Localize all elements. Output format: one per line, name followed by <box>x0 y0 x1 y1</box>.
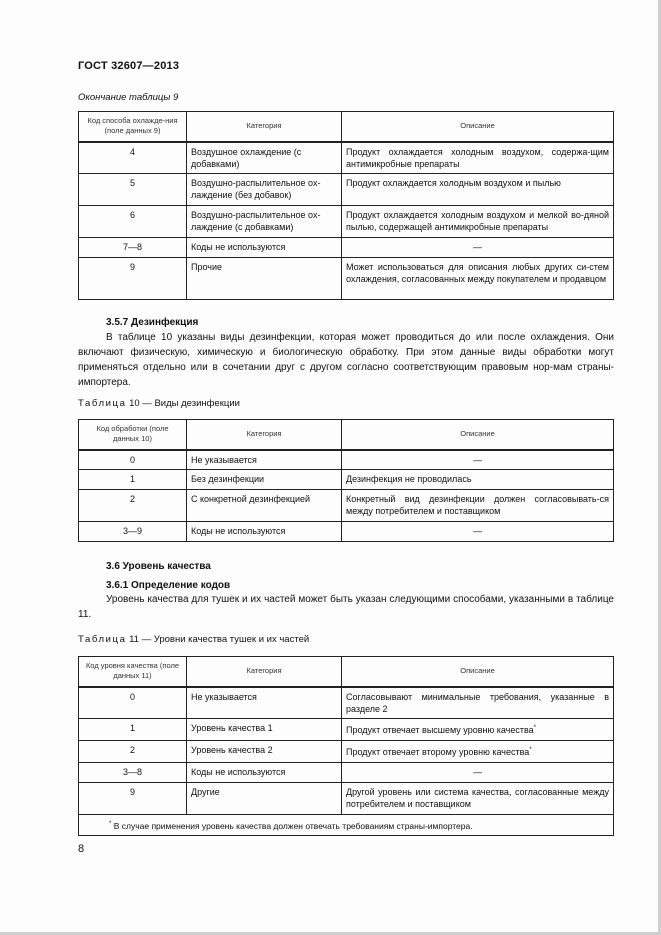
table-cell-category: Воздушное охлаждение (с добавками) <box>187 142 342 174</box>
table-row <box>79 522 614 542</box>
table-row <box>79 174 614 206</box>
table-cell-category: С конкретной дезинфекцией <box>187 490 342 522</box>
table-cell-code: 7—8 <box>79 238 187 258</box>
table-cell-description <box>342 719 614 741</box>
table-cell-description: — <box>342 238 614 258</box>
page-number: 8 <box>78 843 85 855</box>
table-cell-category: Без дезинфекции <box>187 470 342 490</box>
table-cell-code: 4 <box>79 142 187 174</box>
table11 <box>78 656 614 836</box>
table-cell-code: 2 <box>79 490 187 522</box>
table-cell-description-text: Продукт отвечает второму уровню качества <box>346 747 530 757</box>
table-row <box>79 490 614 522</box>
table-row <box>79 238 614 258</box>
table11-caption <box>78 634 309 645</box>
table11-caption-label: Таблица <box>78 634 127 645</box>
table-cell-category: Воздушно-распылительное ох-лаждение (без добавок) <box>187 174 342 206</box>
table10-header-code: Код обработки (поле данных 10) <box>79 420 187 450</box>
table10 <box>78 419 614 542</box>
table11-footnote <box>79 815 614 836</box>
table-cell-code: 0 <box>79 687 187 719</box>
table-cell-category: Не указывается <box>187 450 342 470</box>
footnote-mark: * <box>533 725 536 731</box>
table9-caption: Окончание таблицы 9 <box>78 92 179 103</box>
table-cell-code: 9 <box>79 783 187 815</box>
table-cell-category: Воздушно-распылительное ох-лаждение (с добавками) <box>187 206 342 238</box>
table10-caption-label: Таблица <box>78 398 127 409</box>
table11-footnote-row <box>79 815 614 836</box>
table-cell-category: Коды не используются <box>187 238 342 258</box>
table-cell-code: 6 <box>79 206 187 238</box>
section-paragraph-disinfection: В таблице 10 указаны виды дезинфекции, которая может проводиться до или после охлаждения. Они включают физическую, химическую и биологическую обработку. При этом данные виды обработки могут применяться отдельно или в сочетании друг с другом согласно соответствующим правовым нор-мам страны-импортера. <box>78 332 614 388</box>
table-cell-code: 3—9 <box>79 522 187 542</box>
table10-caption-text: 10 — Виды дезинфекции <box>129 398 240 409</box>
table-row <box>79 450 614 470</box>
table-cell-code: 2 <box>79 741 187 763</box>
section-heading-quality-level: 3.6 Уровень качества <box>106 561 211 572</box>
footnote-mark: * <box>529 747 532 753</box>
table-row <box>79 741 614 763</box>
table10-header-category: Категория <box>187 420 342 450</box>
table-cell-code: 0 <box>79 450 187 470</box>
table-cell-code: 5 <box>79 174 187 206</box>
section-paragraph-quality-level: Уровень качества для тушек и их частей может быть указан следующими способами, указанными в таблице 11. <box>78 594 614 620</box>
footnote-text: В случае применения уровень качества должен отвечать требованиям страны-импортера. <box>113 820 473 831</box>
table-cell-description-text: Продукт отвечает высшему уровню качества <box>346 725 534 735</box>
table-cell-description: Конкретный вид дезинфекции должен согласовывать-ся между потребителем и поставщиком <box>342 490 614 522</box>
table-cell-description: Другой уровень или система качества, согласованные между потребителем и поставщиком <box>342 783 614 815</box>
table11-caption-text: 11 — Уровни качества тушек и их частей <box>129 634 310 645</box>
table11-header-description: Описание <box>342 657 614 687</box>
table-row <box>79 763 614 783</box>
table-row <box>79 719 614 741</box>
table-row <box>79 470 614 490</box>
table-cell-category: Прочие <box>187 258 342 300</box>
table-cell-category: Другие <box>187 783 342 815</box>
table-cell-description: — <box>342 763 614 783</box>
table-row <box>79 206 614 238</box>
table-cell-description: Дезинфекция не проводилась <box>342 470 614 490</box>
table-cell-category: Уровень качества 2 <box>187 741 342 763</box>
table-cell-category: Коды не используются <box>187 522 342 542</box>
table-cell-category: Не указывается <box>187 687 342 719</box>
table-cell-category: Коды не используются <box>187 763 342 783</box>
section-heading-disinfection: 3.5.7 Дезинфекция <box>106 317 199 328</box>
table10-header-description: Описание <box>342 420 614 450</box>
table10-caption <box>78 398 240 409</box>
table-cell-description <box>342 741 614 763</box>
table-cell-description: Продукт охлаждается холодным воздухом и мелкой во-дяной пылью, содержащей антимикробные препараты <box>342 206 614 238</box>
table-cell-code: 9 <box>79 258 187 300</box>
table-row <box>79 258 614 300</box>
table11-header-category: Категория <box>187 657 342 687</box>
table-cell-description: — <box>342 450 614 470</box>
table-cell-description: Согласовывают минимальные требования, указанные в разделе 2 <box>342 687 614 719</box>
table-row <box>79 687 614 719</box>
footnote-mark: * <box>109 821 112 827</box>
table9-header-row <box>79 112 614 142</box>
table-cell-category: Уровень качества 1 <box>187 719 342 741</box>
table-cell-description: Продукт охлаждается холодным воздухом, содержа-щим антимикробные препараты <box>342 142 614 174</box>
document-header: ГОСТ 32607—2013 <box>78 60 180 72</box>
table11-header-row <box>79 657 614 687</box>
table-cell-description: Продукт охлаждается холодным воздухом и пылью <box>342 174 614 206</box>
table9-header-code: Код способа охлажде-ния (поле данных 9) <box>79 112 187 142</box>
table-cell-code: 1 <box>79 470 187 490</box>
table-row <box>79 142 614 174</box>
table11-header-code: Код уровня качества (поле данных 11) <box>79 657 187 687</box>
table9-header-description: Описание <box>342 112 614 142</box>
table-cell-code: 3—8 <box>79 763 187 783</box>
table-cell-code: 1 <box>79 719 187 741</box>
table9-header-category: Категория <box>187 112 342 142</box>
section-subheading-code-definition: 3.6.1 Определение кодов <box>106 580 231 591</box>
table-cell-description: Может использоваться для описания любых других си-стем охлаждения, согласованных между покупателем и продавцом <box>342 258 614 300</box>
table10-header-row <box>79 420 614 450</box>
table-row <box>79 783 614 815</box>
table9 <box>78 111 614 300</box>
table-cell-description: — <box>342 522 614 542</box>
